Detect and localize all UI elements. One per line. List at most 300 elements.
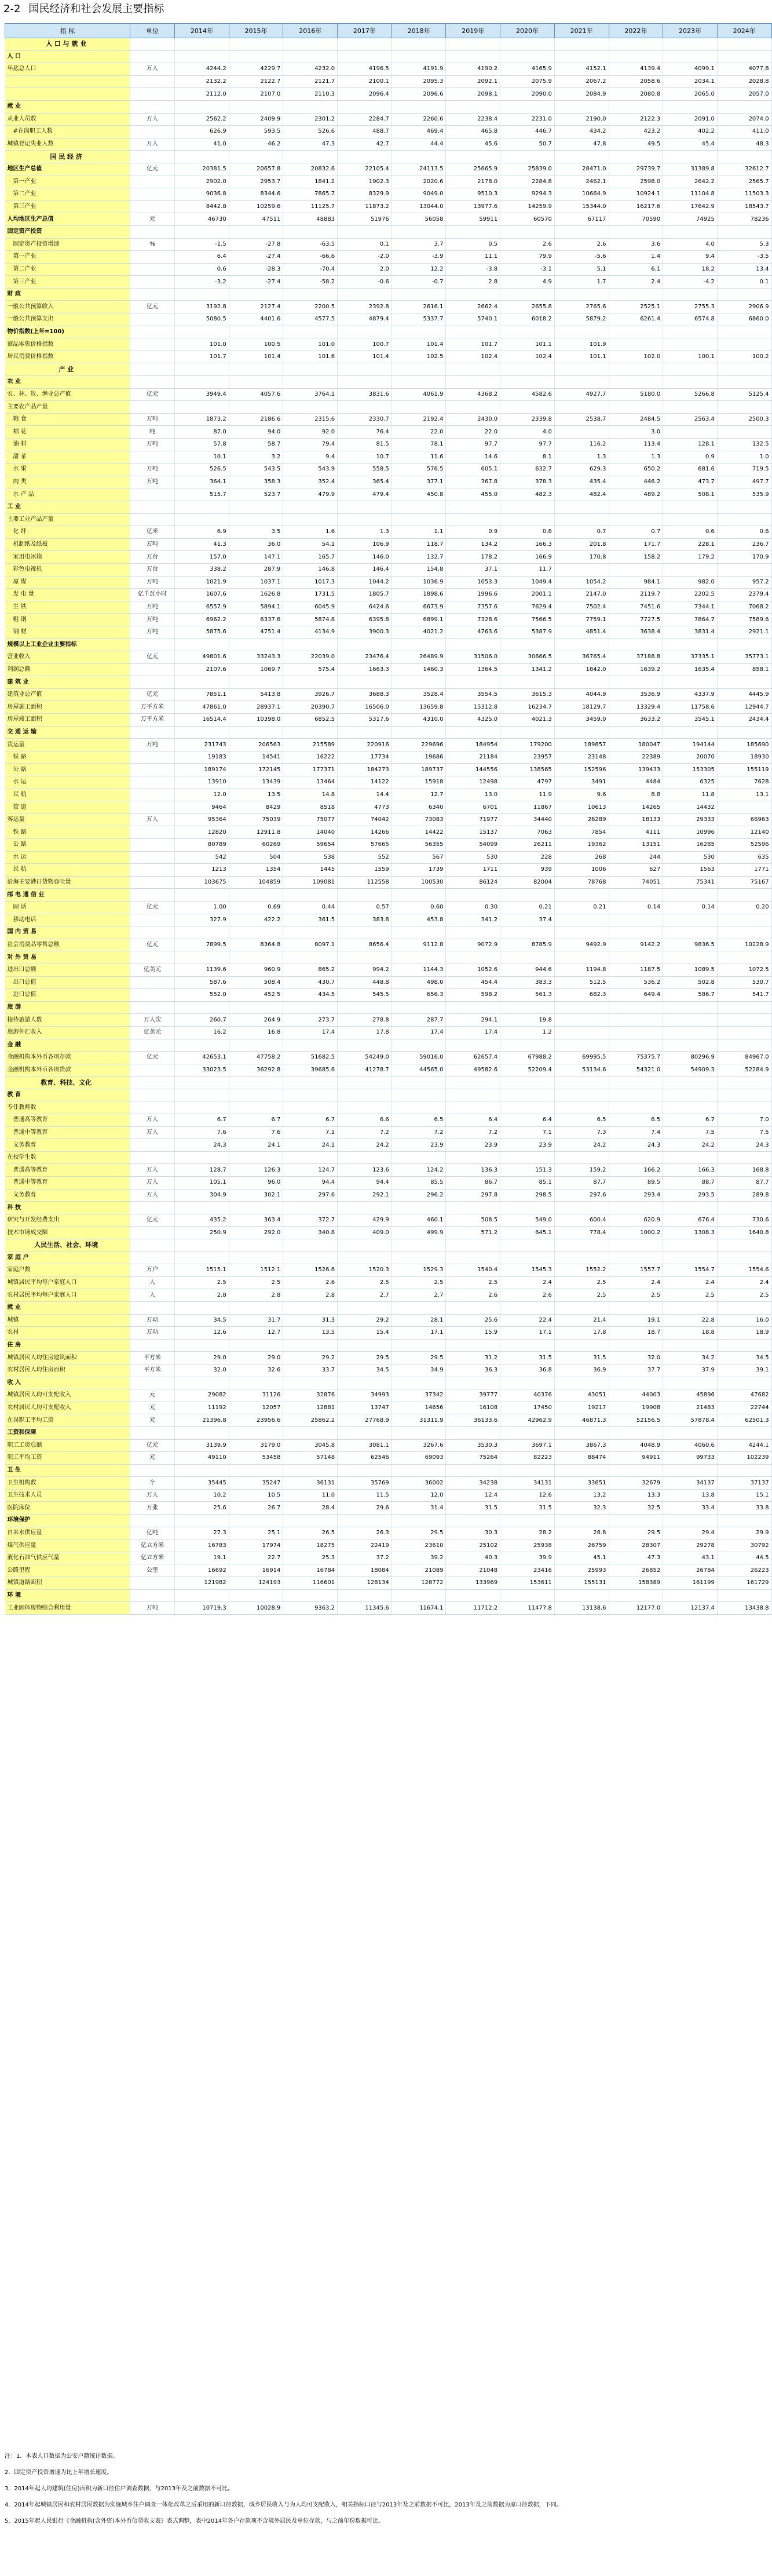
unit-cell — [130, 1202, 175, 1214]
value-cell: 47511 — [229, 213, 283, 226]
value-cell — [446, 1151, 500, 1164]
table-row — [5, 1276, 772, 1289]
indicator-table-container — [5, 23, 769, 1615]
value-cell: 6.5 — [609, 1114, 663, 1127]
value-cell: 29.4 — [663, 1527, 718, 1539]
value-cell: 34131 — [500, 1477, 555, 1490]
value-cell: 2122.7 — [229, 75, 283, 88]
value-cell — [663, 1026, 718, 1039]
value-cell: 1526.6 — [283, 1264, 338, 1277]
value-cell — [446, 1239, 500, 1252]
value-cell — [609, 1151, 663, 1164]
value-cell — [554, 889, 609, 902]
indicator-name: 棉 花 — [5, 426, 130, 439]
table-row — [5, 451, 772, 464]
table-header-row — [5, 24, 772, 38]
value-cell: 1054.2 — [554, 576, 609, 589]
value-cell — [609, 1377, 663, 1389]
unit-cell: 平方米 — [130, 1352, 175, 1364]
header-year: 2014年 — [175, 24, 229, 38]
value-cell — [338, 501, 392, 513]
value-cell: 7.6 — [175, 1126, 229, 1139]
value-cell: 552 — [338, 851, 392, 864]
value-cell: 4.9 — [500, 276, 555, 289]
value-cell: 2107.6 — [175, 663, 229, 676]
indicator-name: 农村居民平均每户家庭人口 — [5, 1289, 130, 1302]
value-cell: 24.1 — [229, 1139, 283, 1152]
table-row — [5, 964, 772, 976]
indicator-name: 交 通 运 输 — [5, 726, 130, 739]
value-cell — [229, 1515, 283, 1527]
value-cell — [338, 1202, 392, 1214]
value-cell: 4582.6 — [500, 388, 555, 401]
value-cell: 14656 — [392, 1402, 446, 1414]
indicator-name: 第三产业 — [5, 276, 130, 289]
value-cell — [446, 889, 500, 902]
value-cell: 161199 — [663, 1577, 718, 1590]
value-cell — [446, 1589, 500, 1602]
value-cell — [446, 1202, 500, 1214]
value-cell: 134.2 — [446, 538, 500, 551]
value-cell — [283, 638, 338, 651]
value-cell: 100.2 — [717, 351, 771, 363]
table-row — [5, 1564, 772, 1577]
value-cell — [717, 638, 771, 651]
value-cell: 1072.5 — [717, 964, 771, 976]
value-cell: 2462.1 — [554, 176, 609, 188]
value-cell — [717, 1077, 771, 1089]
value-cell: 26.3 — [338, 1527, 392, 1539]
value-cell: 116601 — [283, 1577, 338, 1590]
value-cell: 1.6 — [283, 526, 338, 539]
value-cell: 7.0 — [717, 1114, 771, 1127]
unit-cell — [130, 1464, 175, 1477]
value-cell: 1711 — [446, 864, 500, 877]
value-cell: 10259.6 — [229, 200, 283, 213]
value-cell — [392, 889, 446, 902]
value-cell — [229, 1202, 283, 1214]
table-row — [5, 764, 772, 776]
value-cell — [446, 50, 500, 63]
value-cell — [500, 1089, 555, 1101]
unit-cell: 吨 — [130, 426, 175, 439]
value-cell — [229, 50, 283, 63]
value-cell — [392, 676, 446, 689]
value-cell — [609, 951, 663, 964]
value-cell: 3045.8 — [283, 1439, 338, 1452]
table-row — [5, 614, 772, 626]
value-cell: 24.2 — [554, 1139, 609, 1152]
value-cell: 102.4 — [446, 351, 500, 363]
unit-cell — [130, 326, 175, 338]
value-cell: 11758.6 — [663, 701, 718, 714]
value-cell: 25.1 — [229, 1527, 283, 1539]
value-cell — [717, 501, 771, 513]
unit-cell — [130, 876, 175, 889]
value-cell: 36.8 — [500, 1364, 555, 1377]
value-cell — [392, 951, 446, 964]
value-cell — [338, 1077, 392, 1089]
value-cell — [609, 1515, 663, 1527]
subsection-row — [5, 225, 772, 238]
value-cell: 132.7 — [392, 551, 446, 564]
indicator-name: 沿海主要港口货物吞吐量 — [5, 876, 130, 889]
value-cell — [338, 1589, 392, 1602]
value-cell: 23610 — [392, 1539, 446, 1552]
value-cell: 146.4 — [338, 563, 392, 576]
value-cell — [554, 426, 609, 439]
value-cell: 2755.3 — [663, 301, 718, 313]
table-row — [5, 1227, 772, 1239]
indicator-name: 人均地区生产总值 — [5, 213, 130, 226]
value-cell: 4401.6 — [229, 313, 283, 326]
value-cell: 9036.8 — [175, 188, 229, 201]
table-row — [5, 976, 772, 989]
value-cell: 4196.5 — [338, 63, 392, 76]
indicator-name: 金融机构本外币各项贷款 — [5, 1064, 130, 1077]
value-cell: 104859 — [229, 876, 283, 889]
value-cell — [554, 225, 609, 238]
subsection-row — [5, 1039, 772, 1052]
value-cell: 95364 — [175, 813, 229, 826]
value-cell: 435.2 — [175, 1214, 229, 1227]
value-cell: 78768 — [554, 876, 609, 889]
value-cell: 228.1 — [663, 538, 718, 551]
value-cell: 18.8 — [663, 1327, 718, 1340]
header-year: 2016年 — [283, 24, 338, 38]
subsection-row — [5, 676, 772, 689]
value-cell: 17.8 — [554, 1327, 609, 1340]
value-cell — [500, 1039, 555, 1052]
value-cell: 587.6 — [175, 976, 229, 989]
value-cell: 20657.8 — [229, 163, 283, 176]
value-cell: 7864.7 — [663, 614, 718, 626]
subsection-row — [5, 1426, 772, 1439]
value-cell — [446, 151, 500, 163]
value-cell — [609, 1251, 663, 1264]
value-cell: 12.7 — [229, 1327, 283, 1340]
value-cell: 21184 — [446, 751, 500, 764]
indicator-table — [5, 23, 772, 1615]
value-cell: 60269 — [229, 839, 283, 852]
value-cell — [554, 1426, 609, 1439]
value-cell: 2484.5 — [609, 413, 663, 426]
value-cell: 128.7 — [175, 1164, 229, 1177]
value-cell: 13.5 — [229, 789, 283, 801]
value-cell — [446, 1077, 500, 1089]
value-cell — [717, 1151, 771, 1164]
value-cell: 17.4 — [392, 1026, 446, 1039]
value-cell: 31.5 — [554, 1352, 609, 1364]
value-cell — [392, 1001, 446, 1014]
value-cell — [663, 326, 718, 338]
value-cell — [717, 50, 771, 63]
value-cell: 293.4 — [609, 1189, 663, 1202]
value-cell — [338, 1089, 392, 1101]
value-cell: 576.5 — [392, 464, 446, 476]
value-cell — [554, 1101, 609, 1114]
unit-cell: 亿元 — [130, 688, 175, 701]
unit-cell: 亿元 — [130, 388, 175, 401]
table-row — [5, 526, 772, 539]
value-cell: 12.0 — [392, 1489, 446, 1502]
value-cell: 18543.7 — [717, 200, 771, 213]
value-cell: 9294.3 — [500, 188, 555, 201]
value-cell: -3.2 — [175, 276, 229, 289]
value-cell: 567 — [392, 851, 446, 864]
value-cell: -27.4 — [229, 251, 283, 264]
value-cell: 47.3 — [609, 1552, 663, 1564]
table-row — [5, 839, 772, 852]
value-cell: 74925 — [663, 213, 718, 226]
value-cell: 482.4 — [554, 488, 609, 501]
value-cell — [446, 726, 500, 739]
value-cell — [229, 401, 283, 414]
value-cell: 7566.5 — [500, 614, 555, 626]
indicator-name: 主要农产品产量 — [5, 401, 130, 414]
unit-cell — [130, 225, 175, 238]
value-cell — [500, 100, 555, 113]
value-cell: 9112.8 — [392, 939, 446, 951]
value-cell — [663, 1301, 718, 1314]
table-row — [5, 1064, 772, 1077]
value-cell — [229, 1239, 283, 1252]
indicator-name: 油 料 — [5, 439, 130, 451]
value-cell — [663, 1202, 718, 1214]
value-cell: 0.5 — [446, 238, 500, 251]
value-cell: 1640.8 — [717, 1227, 771, 1239]
value-cell — [663, 225, 718, 238]
value-cell — [338, 726, 392, 739]
value-cell: 2100.1 — [338, 75, 392, 88]
value-cell — [554, 563, 609, 576]
value-cell: 22.8 — [663, 1314, 718, 1327]
value-cell: 58.7 — [229, 439, 283, 451]
unit-cell: 元 — [130, 1389, 175, 1402]
value-cell — [229, 726, 283, 739]
value-cell: 19.1 — [609, 1314, 663, 1327]
value-cell: 170.9 — [717, 551, 771, 564]
value-cell: 2.4 — [609, 1276, 663, 1289]
value-cell: 48883 — [283, 213, 338, 226]
value-cell — [175, 1202, 229, 1214]
value-cell — [446, 401, 500, 414]
value-cell — [609, 225, 663, 238]
value-cell: 35445 — [175, 1477, 229, 1490]
value-cell — [500, 676, 555, 689]
unit-cell — [130, 826, 175, 839]
section-row — [5, 38, 772, 51]
value-cell: 13659.8 — [392, 701, 446, 714]
table-row — [5, 1352, 772, 1364]
value-cell — [392, 363, 446, 376]
value-cell — [392, 1089, 446, 1101]
table-row — [5, 238, 772, 251]
unit-cell — [130, 914, 175, 926]
value-cell: 3528.4 — [392, 688, 446, 701]
value-cell: 1.2 — [500, 1026, 555, 1039]
value-cell: 6701 — [446, 801, 500, 814]
value-cell — [609, 288, 663, 301]
value-cell: 4139.4 — [609, 63, 663, 76]
value-cell — [283, 225, 338, 238]
value-cell: 10.7 — [338, 451, 392, 464]
value-cell: 363.4 — [229, 1214, 283, 1227]
value-cell: 11477.8 — [500, 1602, 555, 1615]
unit-cell — [130, 1151, 175, 1164]
value-cell: 4244.2 — [175, 63, 229, 76]
value-cell: 36.3 — [446, 1364, 500, 1377]
value-cell: 7.5 — [717, 1126, 771, 1139]
value-cell: 620.9 — [609, 1214, 663, 1227]
unit-cell: 亿元 — [130, 301, 175, 313]
value-cell: 24.3 — [175, 1139, 229, 1152]
value-cell: 13.8 — [663, 1489, 718, 1502]
value-cell: 39777 — [446, 1389, 500, 1402]
value-cell: 15918 — [392, 776, 446, 789]
value-cell: 14266 — [338, 826, 392, 839]
value-cell: 1139.6 — [175, 964, 229, 976]
value-cell: 2.6 — [554, 238, 609, 251]
value-cell — [717, 225, 771, 238]
value-cell — [609, 401, 663, 414]
value-cell: 3179.0 — [229, 1439, 283, 1452]
value-cell: 292.1 — [338, 1189, 392, 1202]
value-cell: 508.1 — [663, 488, 718, 501]
value-cell: 1557.7 — [609, 1264, 663, 1277]
value-cell: 1069.7 — [229, 663, 283, 676]
unit-cell: 亿元 — [130, 939, 175, 951]
value-cell — [446, 1377, 500, 1389]
indicator-name: 第二产业 — [5, 188, 130, 201]
unit-cell — [130, 1039, 175, 1052]
value-cell: 297.6 — [554, 1189, 609, 1202]
indicator-name: 专任教师数 — [5, 1101, 130, 1114]
value-cell: 16783 — [175, 1539, 229, 1552]
value-cell: 2075.9 — [500, 75, 555, 88]
value-cell: 33.4 — [663, 1502, 718, 1515]
value-cell: 178.2 — [446, 551, 500, 564]
table-row — [5, 1439, 772, 1452]
value-cell: 33651 — [554, 1477, 609, 1490]
value-cell: 250.9 — [175, 1227, 229, 1239]
value-cell: 515.7 — [175, 488, 229, 501]
value-cell: 2.4 — [500, 1276, 555, 1289]
value-cell: 2.5 — [175, 1276, 229, 1289]
value-cell: 1771 — [717, 864, 771, 877]
unit-cell: 元 — [130, 1414, 175, 1427]
value-cell: 19686 — [392, 751, 446, 764]
value-cell: 179200 — [500, 739, 555, 751]
value-cell: 22.4 — [500, 1314, 555, 1327]
value-cell — [338, 1039, 392, 1052]
value-cell — [175, 50, 229, 63]
table-row — [5, 1364, 772, 1377]
value-cell: 154.8 — [392, 563, 446, 576]
value-cell: 166.9 — [500, 551, 555, 564]
unit-cell: 万人次 — [130, 1014, 175, 1027]
value-cell — [338, 926, 392, 939]
unit-cell: 万人 — [130, 1114, 175, 1127]
value-cell: 87.7 — [554, 1177, 609, 1190]
footnote: 3．2014年起人均建筑(住房)面积为新口径住户调查数据，与2013年及之前数据不可比。 — [5, 2486, 234, 2492]
value-cell: 170.8 — [554, 551, 609, 564]
indicator-name: 职工工资总额 — [5, 1439, 130, 1452]
value-cell — [609, 501, 663, 513]
value-cell: 508.4 — [229, 976, 283, 989]
value-cell — [175, 1101, 229, 1114]
indicator-name: 民 航 — [5, 864, 130, 877]
indicator-name: 房屋竣工面积 — [5, 714, 130, 727]
table-row — [5, 651, 772, 664]
value-cell: 189174 — [175, 764, 229, 776]
unit-cell: 亿立方米 — [130, 1552, 175, 1564]
value-cell: 2434.4 — [717, 714, 771, 727]
value-cell: 450.8 — [392, 488, 446, 501]
value-cell: 151.3 — [500, 1164, 555, 1177]
value-cell — [338, 1301, 392, 1314]
value-cell — [392, 1239, 446, 1252]
value-cell: 1.00 — [175, 901, 229, 914]
value-cell: 1021.9 — [175, 576, 229, 589]
value-cell: 4021.2 — [392, 626, 446, 638]
value-cell: 1364.5 — [446, 663, 500, 676]
value-cell — [392, 1464, 446, 1477]
value-cell: 7.2 — [446, 1126, 500, 1139]
value-cell: 1841.2 — [283, 176, 338, 188]
value-cell: 593.5 — [229, 126, 283, 138]
indicator-name: 普通中等教育 — [5, 1126, 130, 1139]
value-cell: 14.8 — [283, 789, 338, 801]
value-cell: 650.2 — [609, 464, 663, 476]
table-row — [5, 1014, 772, 1027]
value-cell — [392, 513, 446, 526]
value-cell — [175, 1151, 229, 1164]
value-cell — [229, 225, 283, 238]
indicator-name: 第一产业 — [5, 251, 130, 264]
value-cell — [663, 426, 718, 439]
table-row — [5, 488, 772, 501]
value-cell: 8429 — [229, 801, 283, 814]
value-cell — [717, 889, 771, 902]
value-cell — [717, 100, 771, 113]
value-cell: 2500.3 — [717, 413, 771, 426]
value-cell: 124.7 — [283, 1164, 338, 1177]
value-cell — [283, 50, 338, 63]
value-cell: 12820 — [175, 826, 229, 839]
value-cell: 957.2 — [717, 576, 771, 589]
value-cell — [609, 1089, 663, 1101]
value-cell: 423.2 — [609, 126, 663, 138]
value-cell: 34.5 — [717, 1352, 771, 1364]
value-cell: 29082 — [175, 1389, 229, 1402]
value-cell: 43.1 — [663, 1552, 718, 1564]
value-cell: 12177.0 — [609, 1602, 663, 1615]
indicator-name: 固定资产投资增速 — [5, 238, 130, 251]
value-cell: 2.5 — [446, 1276, 500, 1289]
value-cell: 31.3 — [283, 1314, 338, 1327]
value-cell: 2.5 — [554, 1276, 609, 1289]
unit-cell — [130, 263, 175, 276]
value-cell — [229, 513, 283, 526]
value-cell: 9049.0 — [392, 188, 446, 201]
value-cell — [663, 1101, 718, 1114]
value-cell: 54909.3 — [663, 1064, 718, 1077]
value-cell: 16514.4 — [175, 714, 229, 727]
value-cell — [446, 501, 500, 513]
value-cell — [283, 1001, 338, 1014]
value-cell — [392, 326, 446, 338]
